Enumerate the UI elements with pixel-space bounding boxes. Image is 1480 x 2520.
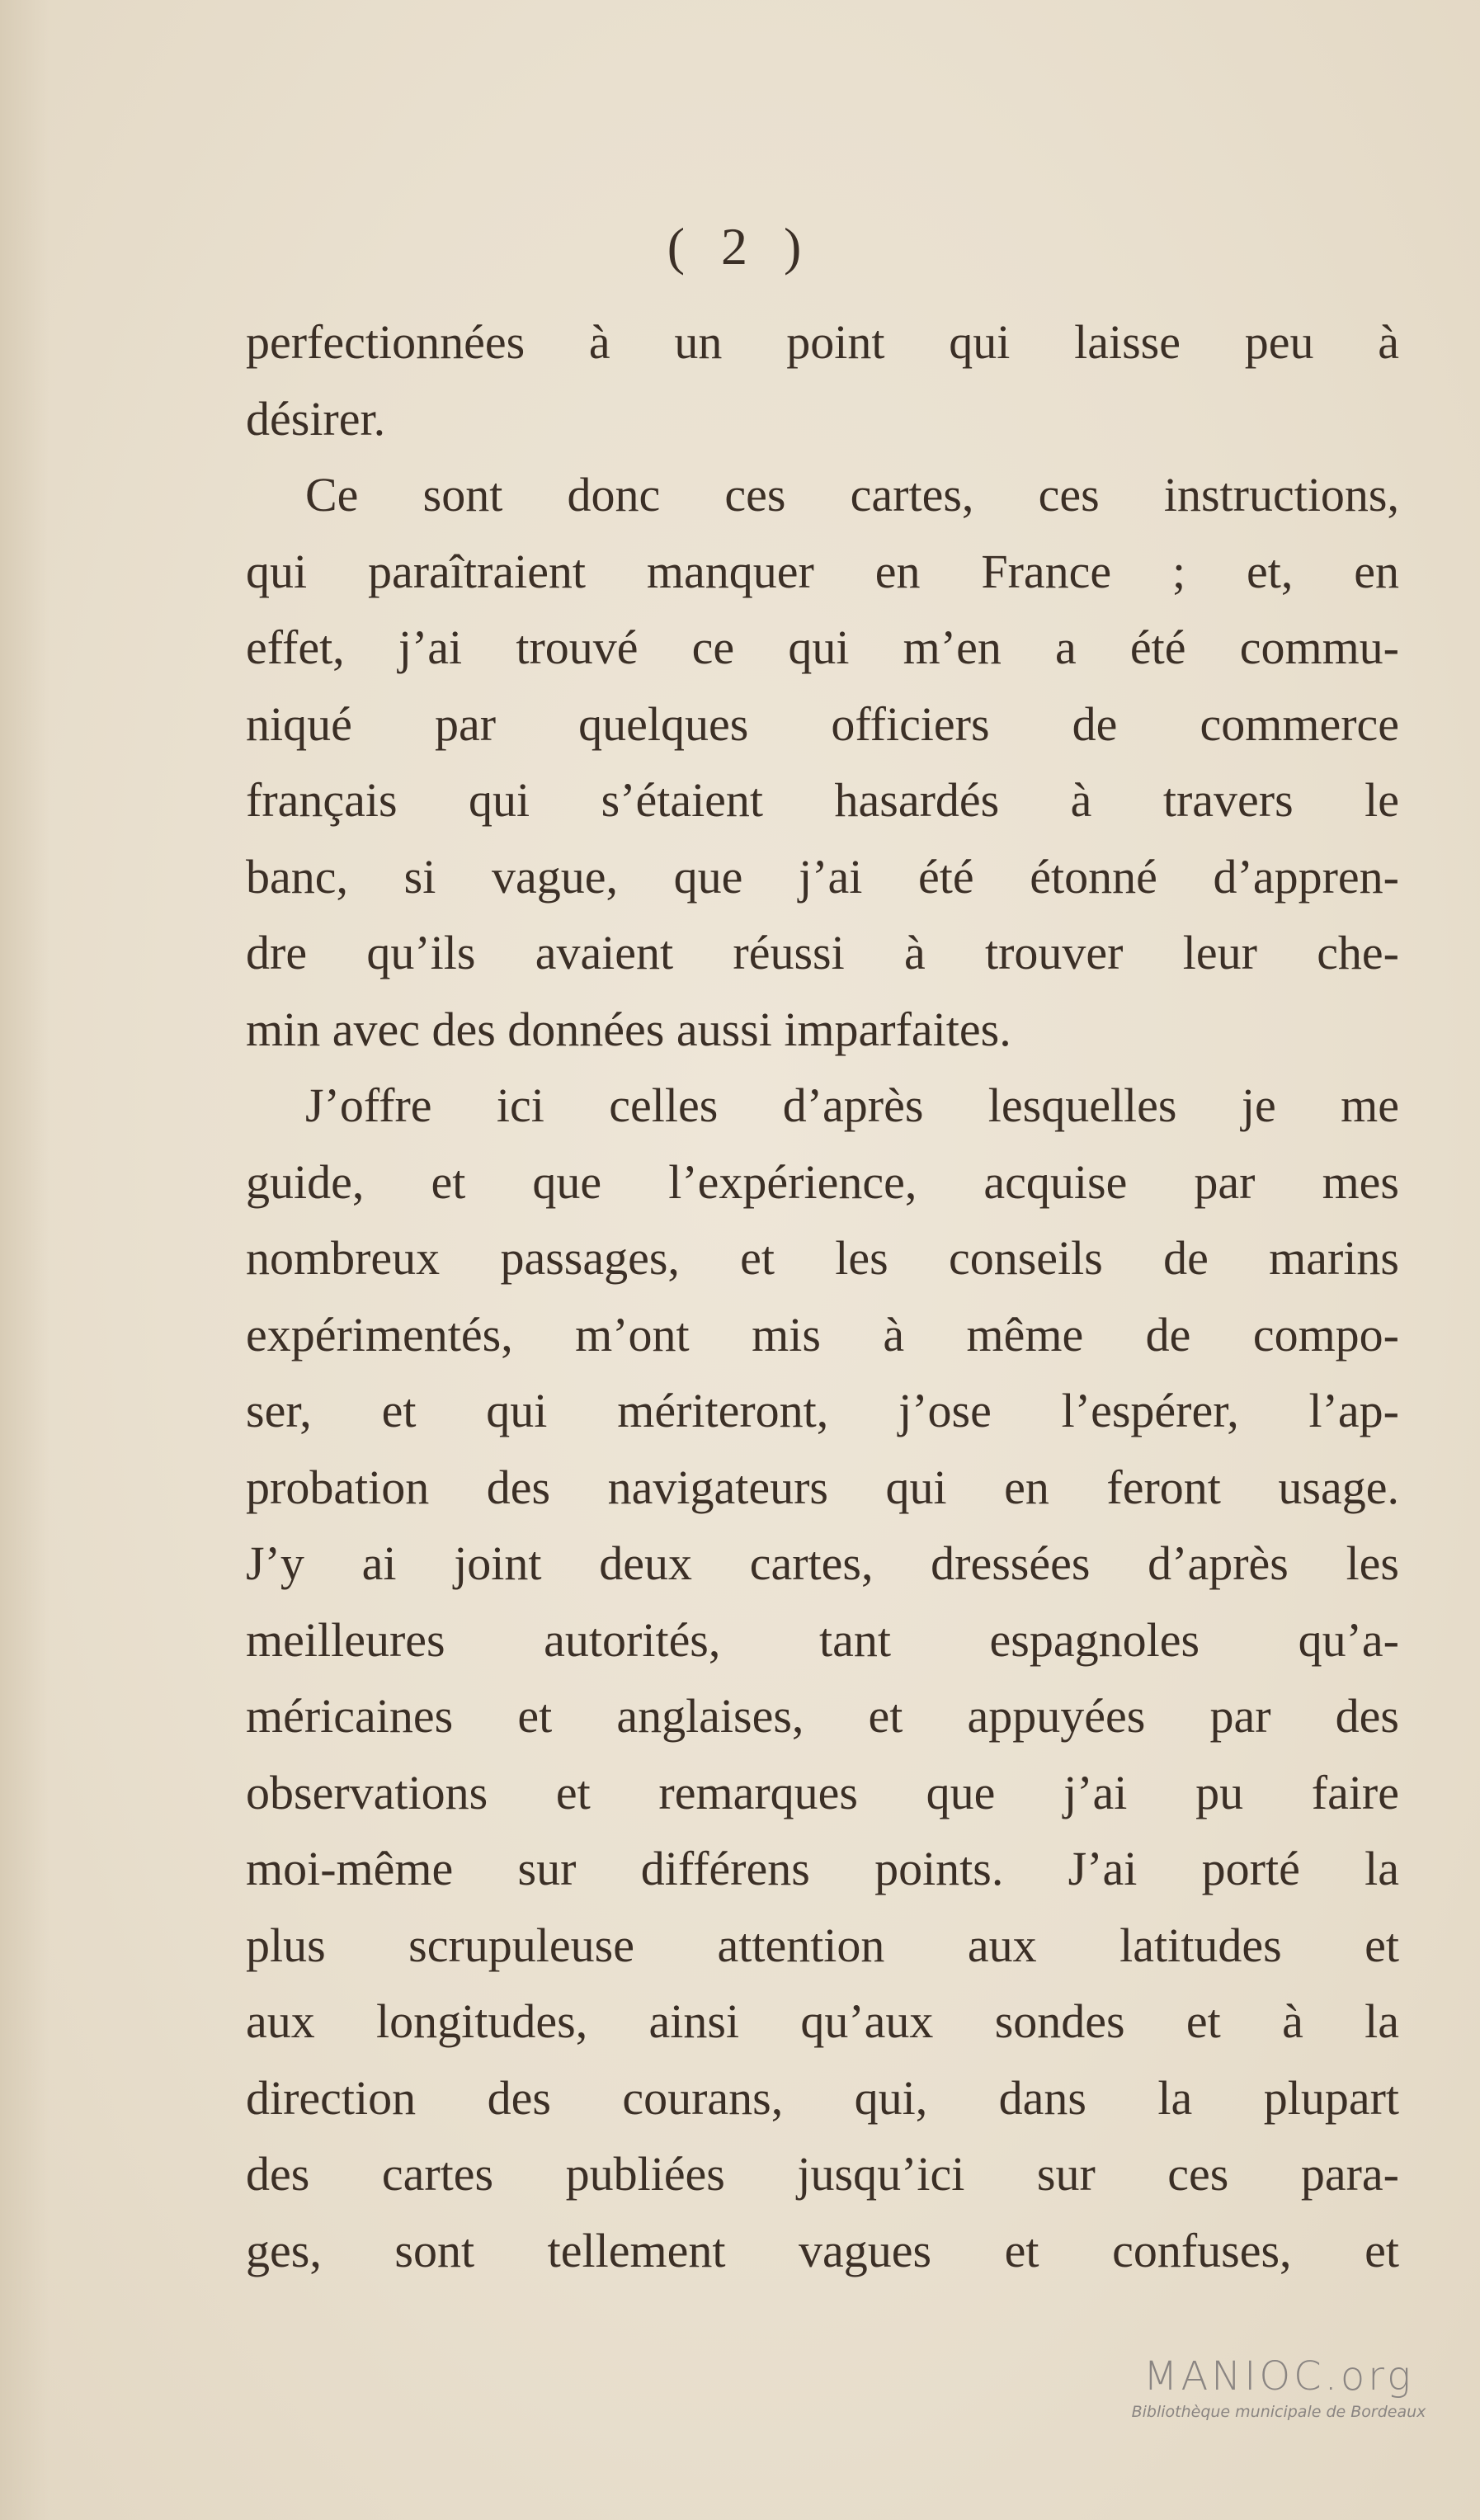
text-line: désirer. [246,391,386,446]
page-number: ( 2 ) [667,217,813,276]
text-line: français qui s’étaient hasardés à travers le [246,773,1399,827]
text-line: J’offre ici celles d’après lesquelles je me [305,1078,1399,1132]
text-line: Ce sont donc ces cartes, ces instructions, [305,468,1399,521]
text-line: ser, et qui mériteront, j’ose l’espérer, l’ap- [246,1384,1399,1437]
body-text [246,304,1399,2289]
text-line: nombreux passages, et les conseils de marins [246,1231,1399,1285]
text-line: min avec des données aussi imparfaites. [246,1002,1011,1056]
text-line: des cartes publiées jusqu’ici sur ces para- [246,2147,1399,2201]
text-line: ges, sont tellement vagues et confuses, et [246,2223,1399,2277]
text-line: qui paraîtraient manquer en France ; et, en [246,544,1399,598]
text-line: effet, j’ai trouvé ce qui m’en a été commu- [246,621,1399,674]
text-line: dre qu’ils avaient réussi à trouver leur che- [246,926,1399,979]
watermark-subtitle: Bibliothèque municipale de Bordeaux [1131,2403,1426,2421]
text-line: probation des navigateurs qui en feront usage. [246,1460,1399,1514]
text-line: guide, et que l’expérience, acquise par mes [246,1154,1399,1209]
text-line: perfectionnées à un point qui laisse peu à [246,315,1399,369]
manioc-watermark [1105,2353,1452,2421]
text-line: méricaines et anglaises, et appuyées par des [246,1689,1399,1743]
text-line: observations et remarques que j’ai pu faire [246,1765,1399,1819]
text-line: plus scrupuleuse attention aux latitudes et [246,1918,1399,1972]
text-line: J’y ai joint deux cartes, dressées d’après les [246,1536,1399,1590]
text-line: aux longitudes, ainsi qu’aux sondes et à la [246,1994,1399,2048]
text-line: banc, si vague, que j’ai été étonné d’appren- [246,849,1399,904]
page-edge-shadow [0,0,49,2520]
text-line: meilleures autorités, tant espagnoles qu’a- [246,1612,1399,1667]
text-line: expérimentés, m’ont mis à même de compo- [246,1307,1399,1361]
text-line: moi-même sur différens points. J’ai porté la [246,1842,1399,1895]
watermark-title: MANIOC.org [1143,2353,1414,2400]
text-line: niqué par quelques officiers de commerce [246,696,1399,751]
text-line: direction des courans, qui, dans la plupart [246,2070,1399,2125]
